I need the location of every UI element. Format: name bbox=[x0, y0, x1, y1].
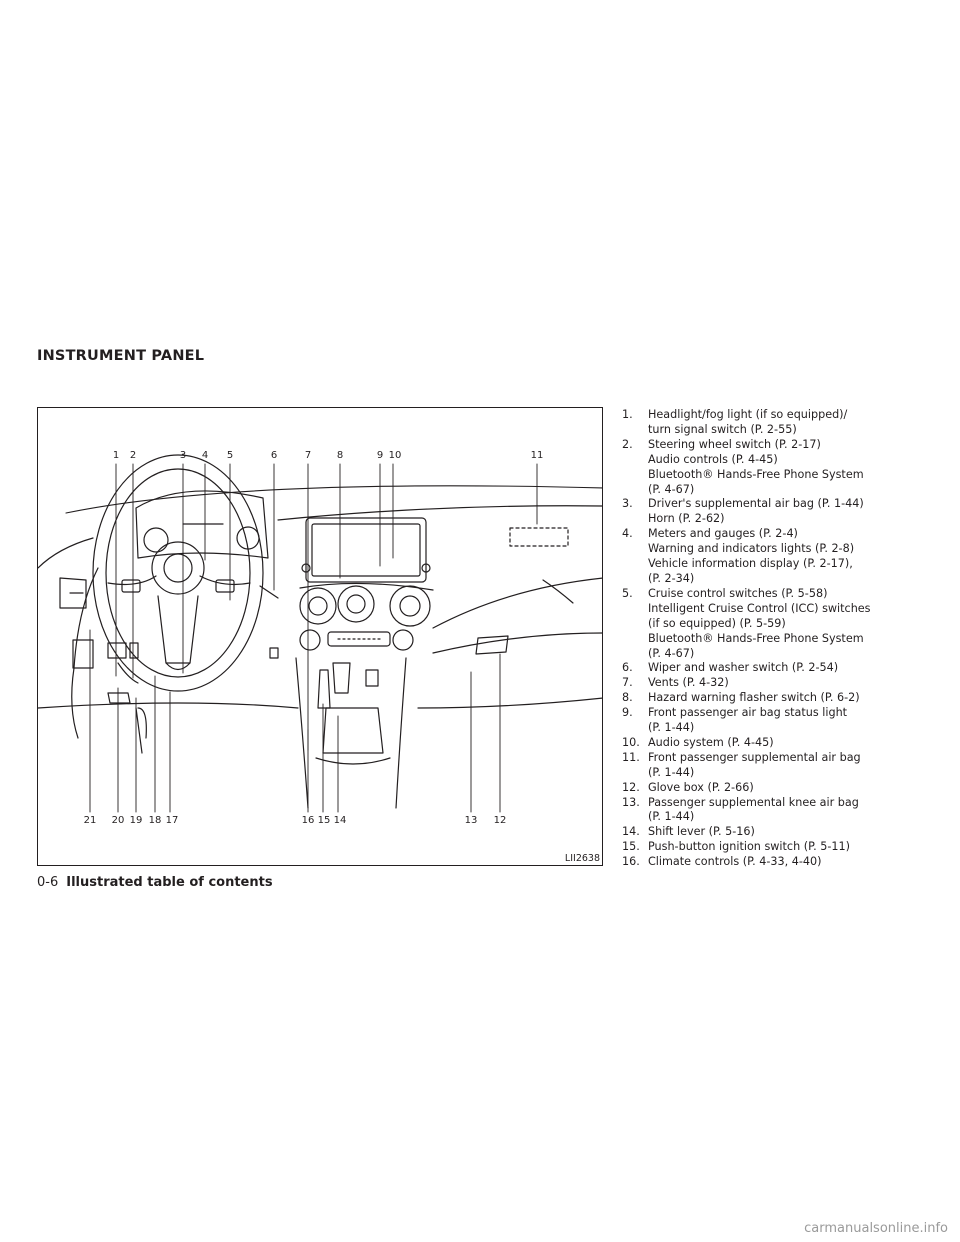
callout-18: 18 bbox=[148, 815, 162, 826]
callout-1: 1 bbox=[112, 450, 120, 461]
legend-item-text bbox=[648, 781, 912, 796]
legend-item-line: Hazard warning flasher switch (P. 6-2) bbox=[648, 691, 860, 705]
bottom-leader-lines bbox=[90, 630, 500, 812]
figure-code: LII2638 bbox=[564, 853, 600, 864]
legend-item-line: (P. 4-67) bbox=[648, 646, 695, 660]
legend-item bbox=[622, 691, 912, 706]
legend-item-line: Shift lever (P. 5-16) bbox=[648, 825, 755, 839]
legend-item-number: 3. bbox=[622, 497, 633, 511]
legend-item-number: 11. bbox=[622, 750, 640, 764]
legend-item-text bbox=[648, 825, 912, 840]
legend-item-line: Push-button ignition switch (P. 5-11) bbox=[648, 840, 850, 854]
legend-item-text bbox=[648, 497, 912, 527]
legend-item bbox=[622, 751, 912, 781]
legend-item-number: 16. bbox=[622, 855, 640, 869]
legend-item-line: Climate controls (P. 4-33, 4-40) bbox=[648, 855, 822, 869]
legend-item-number: 4. bbox=[622, 527, 633, 541]
legend-item-line: Front passenger air bag status light bbox=[648, 706, 848, 720]
legend-item-number: 2. bbox=[622, 437, 633, 451]
callout-2: 2 bbox=[129, 450, 137, 461]
legend-item-number: 7. bbox=[622, 676, 633, 690]
callout-10: 10 bbox=[388, 450, 402, 461]
callout-15: 15 bbox=[317, 815, 331, 826]
callout-13: 13 bbox=[464, 815, 478, 826]
legend-item-line: Vehicle information display (P. 2-17), bbox=[648, 557, 853, 571]
legend-item bbox=[622, 438, 912, 498]
legend-item-line: (P. 4-67) bbox=[648, 482, 695, 496]
legend-item-text bbox=[648, 661, 912, 676]
legend-item-number: 9. bbox=[622, 706, 633, 720]
legend-item-text bbox=[648, 587, 912, 662]
legend-item-number: 14. bbox=[622, 825, 640, 839]
legend-item-text bbox=[648, 751, 912, 781]
legend-list bbox=[622, 408, 912, 870]
legend-item bbox=[622, 706, 912, 736]
watermark: carmanualsonline.info bbox=[804, 1221, 948, 1236]
legend-item-number: 1. bbox=[622, 408, 633, 421]
legend-item-number: 8. bbox=[622, 691, 633, 705]
legend-item bbox=[622, 408, 912, 438]
dashboard-line-drawing bbox=[38, 408, 603, 866]
section-title: INSTRUMENT PANEL bbox=[37, 348, 205, 364]
legend-item-number: 15. bbox=[622, 840, 640, 854]
legend-item-number: 10. bbox=[622, 735, 640, 749]
instrument-panel-illustration bbox=[37, 407, 603, 866]
callout-4: 4 bbox=[201, 450, 209, 461]
callout-20: 20 bbox=[111, 815, 125, 826]
legend-item bbox=[622, 736, 912, 751]
legend-item-line: Cruise control switches (P. 5-58) bbox=[648, 586, 828, 600]
legend-item bbox=[622, 781, 912, 796]
legend-item-line: Audio controls (P. 4-45) bbox=[648, 452, 778, 466]
legend-item bbox=[622, 840, 912, 855]
legend-item-line: (P. 1-44) bbox=[648, 721, 695, 735]
callout-8: 8 bbox=[336, 450, 344, 461]
legend-item bbox=[622, 855, 912, 870]
callout-21: 21 bbox=[83, 815, 97, 826]
legend-item-number: 13. bbox=[622, 795, 640, 809]
legend-item-line: Warning and indicators lights (P. 2-8) bbox=[648, 542, 855, 556]
page-number: 0-6 bbox=[37, 875, 59, 890]
legend-item-line: Bluetooth® Hands-Free Phone System bbox=[648, 467, 864, 481]
callout-5: 5 bbox=[226, 450, 234, 461]
callout-11: 11 bbox=[530, 450, 544, 461]
legend-item-text bbox=[648, 676, 912, 691]
legend-item bbox=[622, 497, 912, 527]
callout-7: 7 bbox=[304, 450, 312, 461]
legend-item-line: Front passenger supplemental air bag bbox=[648, 750, 861, 764]
legend-item bbox=[622, 527, 912, 587]
legend-item-text bbox=[648, 840, 912, 855]
legend-item-line: Vents (P. 4-32) bbox=[648, 676, 729, 690]
legend-item-line: (if so equipped) (P. 5-59) bbox=[648, 616, 786, 630]
page-footer bbox=[37, 875, 273, 890]
legend-item-line: Steering wheel switch (P. 2-17) bbox=[648, 437, 821, 451]
legend-item-line: Bluetooth® Hands-Free Phone System bbox=[648, 631, 864, 645]
legend-item-number: 12. bbox=[622, 780, 640, 794]
legend-item-line: Horn (P. 2-62) bbox=[648, 512, 725, 526]
legend-item-text bbox=[648, 796, 912, 826]
legend-item bbox=[622, 796, 912, 826]
legend-item bbox=[622, 587, 912, 662]
legend-item-line: (P. 1-44) bbox=[648, 810, 695, 824]
legend-item-number: 6. bbox=[622, 661, 633, 675]
legend-item bbox=[622, 661, 912, 676]
legend-item-line: Meters and gauges (P. 2-4) bbox=[648, 527, 798, 541]
legend-item-text bbox=[648, 691, 912, 706]
legend-item bbox=[622, 825, 912, 840]
legend-item-line: Passenger supplemental knee air bag bbox=[648, 795, 859, 809]
callout-6: 6 bbox=[270, 450, 278, 461]
callout-14: 14 bbox=[333, 815, 347, 826]
legend-item-line: Headlight/fog light (if so equipped)/ bbox=[648, 408, 848, 421]
legend-item-line: Audio system (P. 4-45) bbox=[648, 735, 774, 749]
callout-3: 3 bbox=[179, 450, 187, 461]
legend-item-line: Driver's supplemental air bag (P. 1-44) bbox=[648, 497, 864, 511]
callout-12: 12 bbox=[493, 815, 507, 826]
footer-title: Illustrated table of contents bbox=[66, 875, 273, 890]
legend-item-text bbox=[648, 527, 912, 587]
legend-item-text bbox=[648, 438, 912, 498]
legend-item-line: Intelligent Cruise Control (ICC) switches bbox=[648, 601, 871, 615]
callout-16: 16 bbox=[301, 815, 315, 826]
legend-item-number: 5. bbox=[622, 586, 633, 600]
legend-item bbox=[622, 676, 912, 691]
legend-item-line: turn signal switch (P. 2-55) bbox=[648, 422, 797, 436]
legend-item-line: (P. 1-44) bbox=[648, 765, 695, 779]
legend-item-line: Glove box (P. 2-66) bbox=[648, 780, 754, 794]
legend-item-text bbox=[648, 736, 912, 751]
legend-item-text bbox=[648, 855, 912, 870]
callout-17: 17 bbox=[165, 815, 179, 826]
legend-item-line: (P. 2-34) bbox=[648, 571, 695, 585]
callout-19: 19 bbox=[129, 815, 143, 826]
callout-9: 9 bbox=[376, 450, 384, 461]
legend-item-text bbox=[648, 408, 912, 438]
legend-item-line: Wiper and washer switch (P. 2-54) bbox=[648, 661, 839, 675]
legend-item-text bbox=[648, 706, 912, 736]
